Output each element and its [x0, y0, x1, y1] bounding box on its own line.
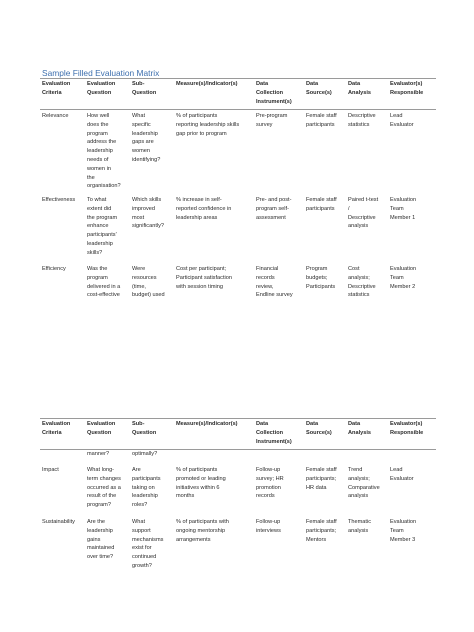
- table-cell-evaluator: Evaluation Team Member 2: [390, 266, 417, 290]
- column-header: Evaluation Question: [87, 421, 116, 436]
- table-cell-criteria: Effectiveness: [42, 197, 76, 203]
- column-header: Data Collection Instrument(s): [256, 81, 292, 105]
- header-bottom-border: [40, 109, 436, 110]
- column-header: Data Source(s): [306, 421, 332, 436]
- continued-subquestion-text: optimally?: [132, 451, 158, 457]
- table-cell-criteria: Impact: [42, 467, 59, 473]
- table-cell-source: Program budgets; Participants: [306, 266, 336, 290]
- table-cell-evaluator: Evaluation Team Member 3: [390, 519, 417, 543]
- table-top-border: [40, 78, 436, 79]
- table-cell-instrument: Pre- and post- program self- assessment: [256, 197, 292, 221]
- column-header: Evaluator(s) Responsible: [390, 421, 424, 436]
- document-title: Sample Filled Evaluation Matrix: [42, 68, 160, 78]
- table-top-border: [40, 418, 436, 419]
- table-cell-analysis: Paired t-test / Descriptive analysis: [348, 197, 379, 230]
- table-cell-measure: % of participants promoted or leading initiatives within 6 months: [176, 467, 226, 500]
- table-cell-measure: % increase in self- reported confidence in leadership areas: [176, 197, 232, 221]
- table-cell-instrument: Follow-up survey; HR promotion records: [256, 467, 284, 500]
- column-header: Data Source(s): [306, 81, 332, 96]
- column-header: Data Collection Instrument(s): [256, 421, 292, 445]
- continued-question-text: manner?: [87, 451, 110, 457]
- table-cell-measure: Cost per participant; Participant satisfaction with session timing: [176, 266, 232, 290]
- column-header: Data Analysis: [348, 81, 372, 96]
- column-header: Evaluation Criteria: [42, 421, 71, 436]
- table-cell-subquestion: What support mechanisms exist for continued growth?: [132, 519, 164, 569]
- table-cell-source: Female staff participants; HR data: [306, 467, 337, 491]
- table-cell-instrument: Follow-up interviews: [256, 519, 281, 534]
- table-cell-measure: % of participants reporting leadership skills gap prior to program: [176, 113, 240, 137]
- table-cell-criteria: Efficiency: [42, 266, 66, 272]
- table-cell-source: Female staff participants; Mentors: [306, 519, 337, 543]
- table-cell-subquestion: Which skills improved most significantly?: [132, 197, 165, 230]
- table-cell-question: To what extent did the program enhance participants' leadership skills?: [87, 197, 118, 256]
- table-cell-subquestion: Were resources (time, budget) used: [132, 266, 165, 299]
- table-cell-instrument: Pre-program survey: [256, 113, 288, 128]
- table-cell-evaluator: Evaluation Team Member 1: [390, 197, 417, 221]
- table-cell-question: Are the leadership gains maintained over time?: [87, 519, 115, 561]
- table-cell-question: Was the program delivered in a cost-effective: [87, 266, 121, 299]
- table-cell-measure: % of participants with ongoing mentorship arrangements: [176, 519, 229, 543]
- table-cell-subquestion: Are participants taking on leadership roles?: [132, 467, 161, 509]
- table-cell-source: Female staff participants: [306, 113, 337, 128]
- table-cell-instrument: Financial records review, Endline survey: [256, 266, 293, 299]
- table-cell-criteria: Sustainability: [42, 519, 75, 525]
- table-cell-evaluator: Lead Evaluator: [390, 467, 414, 482]
- table-cell-analysis: Descriptive statistics: [348, 113, 376, 128]
- column-header: Sub- Question: [132, 81, 157, 96]
- table-cell-evaluator: Lead Evaluator: [390, 113, 414, 128]
- column-header: Measure(s)/Indicator(s): [176, 421, 238, 427]
- column-header: Evaluator(s) Responsible: [390, 81, 424, 96]
- column-header: Evaluation Question: [87, 81, 116, 96]
- table-cell-question: How well does the program address the leadership needs of women in the organisation?: [87, 113, 121, 190]
- column-header: Data Analysis: [348, 421, 372, 436]
- column-header: Evaluation Criteria: [42, 81, 71, 96]
- column-header: Measure(s)/Indicator(s): [176, 81, 238, 87]
- table-cell-analysis: Thematic analysis: [348, 519, 372, 534]
- table-cell-question: What long- term changes occurred as a result of the program?: [87, 467, 121, 509]
- table-cell-analysis: Cost analysis; Descriptive statistics: [348, 266, 376, 299]
- table-cell-source: Female staff participants: [306, 197, 337, 212]
- column-header: Sub- Question: [132, 421, 157, 436]
- table-cell-analysis: Trend analysis; Comparative analysis: [348, 467, 380, 500]
- table-cell-criteria: Relevance: [42, 113, 69, 119]
- table-cell-subquestion: What specific leadership gaps are women identifying?: [132, 113, 161, 163]
